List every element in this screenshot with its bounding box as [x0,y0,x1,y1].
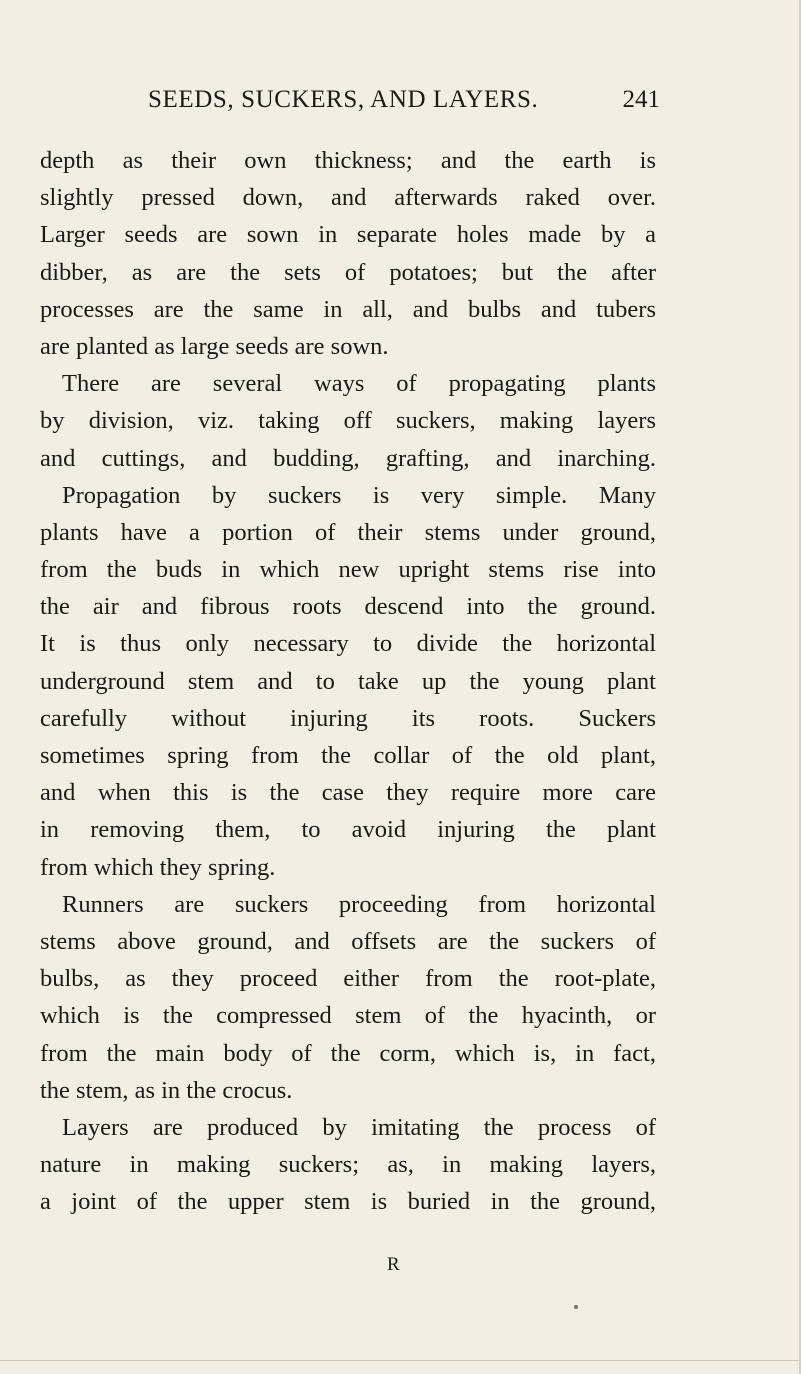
text-line: the air and fibrous roots descend into the ground. [40,593,656,621]
ink-speck [574,1305,578,1309]
text-line: bulbs, as they proceed either from the root-plate, [40,965,656,993]
running-head [0,86,801,126]
text-line: plants have a portion of their stems under ground, [40,518,656,546]
text-line: from the buds in which new upright stems rise into [40,556,656,584]
text-line: depth as their own thickness; and the earth is [40,147,656,174]
text-line: slightly pressed down, and afterwards raked over. [40,184,656,212]
text-line: and when this is the case they require more care [40,779,656,807]
text-line: which is the compressed stem of the hyacinth, or [40,1002,656,1030]
text-line: Larger seeds are sown in separate holes made by a [40,221,656,249]
text-line: Runners are suckers proceeding from horizontal [62,890,656,918]
text-line: sometimes spring from the collar of the old plant, [40,742,656,769]
signature-mark: R [387,1254,401,1275]
text-line: from the main body of the corm, which is, in fact, [40,1039,656,1067]
text-line: There are several ways of propagating plants [62,370,656,398]
text-line: It is thus only necessary to divide the horizontal [40,630,656,658]
text-line: stems above ground, and offsets are the suckers of [40,927,656,955]
text-line: and cuttings, and budding, grafting, and inarching. [40,444,656,472]
page-number: 241 [622,86,660,113]
text-line: dibber, as are the sets of potatoes; but the after [40,258,656,286]
text-line: Propagation by suckers is very simple. Many [62,481,656,509]
text-line: are planted as large seeds are sown. [40,332,389,360]
text-line: carefully without injuring its roots. Suckers [40,704,656,732]
text-line: by division, viz. taking off suckers, making layers [40,407,656,435]
text-line: in removing them, to avoid injuring the plant [40,816,656,844]
text-line: underground stem and to take up the young plant [40,667,656,695]
text-line: Layers are produced by imitating the process of [62,1113,656,1141]
text-line: from which they spring. [40,853,276,881]
running-title: SEEDS, SUCKERS, AND LAYERS. [148,86,539,113]
text-line: nature in making suckers; as, in making layers, [40,1151,656,1179]
text-line: a joint of the upper stem is buried in the ground, [40,1188,656,1216]
text-line: processes are the same in all, and bulbs and tubers [40,295,656,323]
page-bottom-edge [0,1360,801,1361]
body-text [40,142,656,1220]
text-line: the stem, as in the crocus. [40,1076,293,1104]
